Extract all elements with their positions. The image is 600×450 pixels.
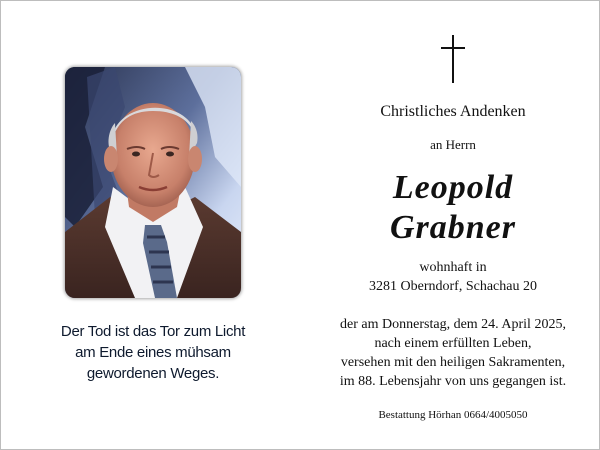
portrait-image bbox=[65, 67, 241, 298]
first-name: Leopold bbox=[392, 169, 514, 206]
latin-cross-icon bbox=[441, 35, 465, 83]
death-notice-line: im 88. Lebensjahr von uns gegangen ist. bbox=[339, 374, 567, 389]
verse-line: Der Tod ist das Tor zum Licht bbox=[60, 323, 246, 340]
death-notice-line: nach einem erfüllten Leben, bbox=[374, 336, 532, 351]
residence-address: 3281 Oberndorf, Schachau 20 bbox=[369, 279, 537, 294]
last-name: Grabner bbox=[389, 209, 517, 246]
death-notice-line: der am Donnerstag, dem 24. April 2025, bbox=[340, 317, 566, 332]
death-notice-line: versehen mit den heiligen Sakramenten, bbox=[340, 355, 566, 370]
death-notice bbox=[313, 315, 593, 391]
undertaker-contact: Bestattung Hörhan 0664/4005050 bbox=[378, 409, 528, 421]
residence-label: wohnhaft in bbox=[419, 260, 487, 275]
deceased-name bbox=[313, 168, 593, 248]
heading: Christliches Andenken bbox=[380, 103, 526, 120]
verse-line: gewordenen Weges. bbox=[86, 365, 220, 382]
residence bbox=[313, 258, 593, 296]
memorial-verse bbox=[41, 321, 265, 384]
portrait-photo bbox=[65, 67, 241, 298]
salutation: an Herrn bbox=[430, 137, 476, 152]
verse-line: am Ende eines mühsam bbox=[75, 344, 231, 361]
